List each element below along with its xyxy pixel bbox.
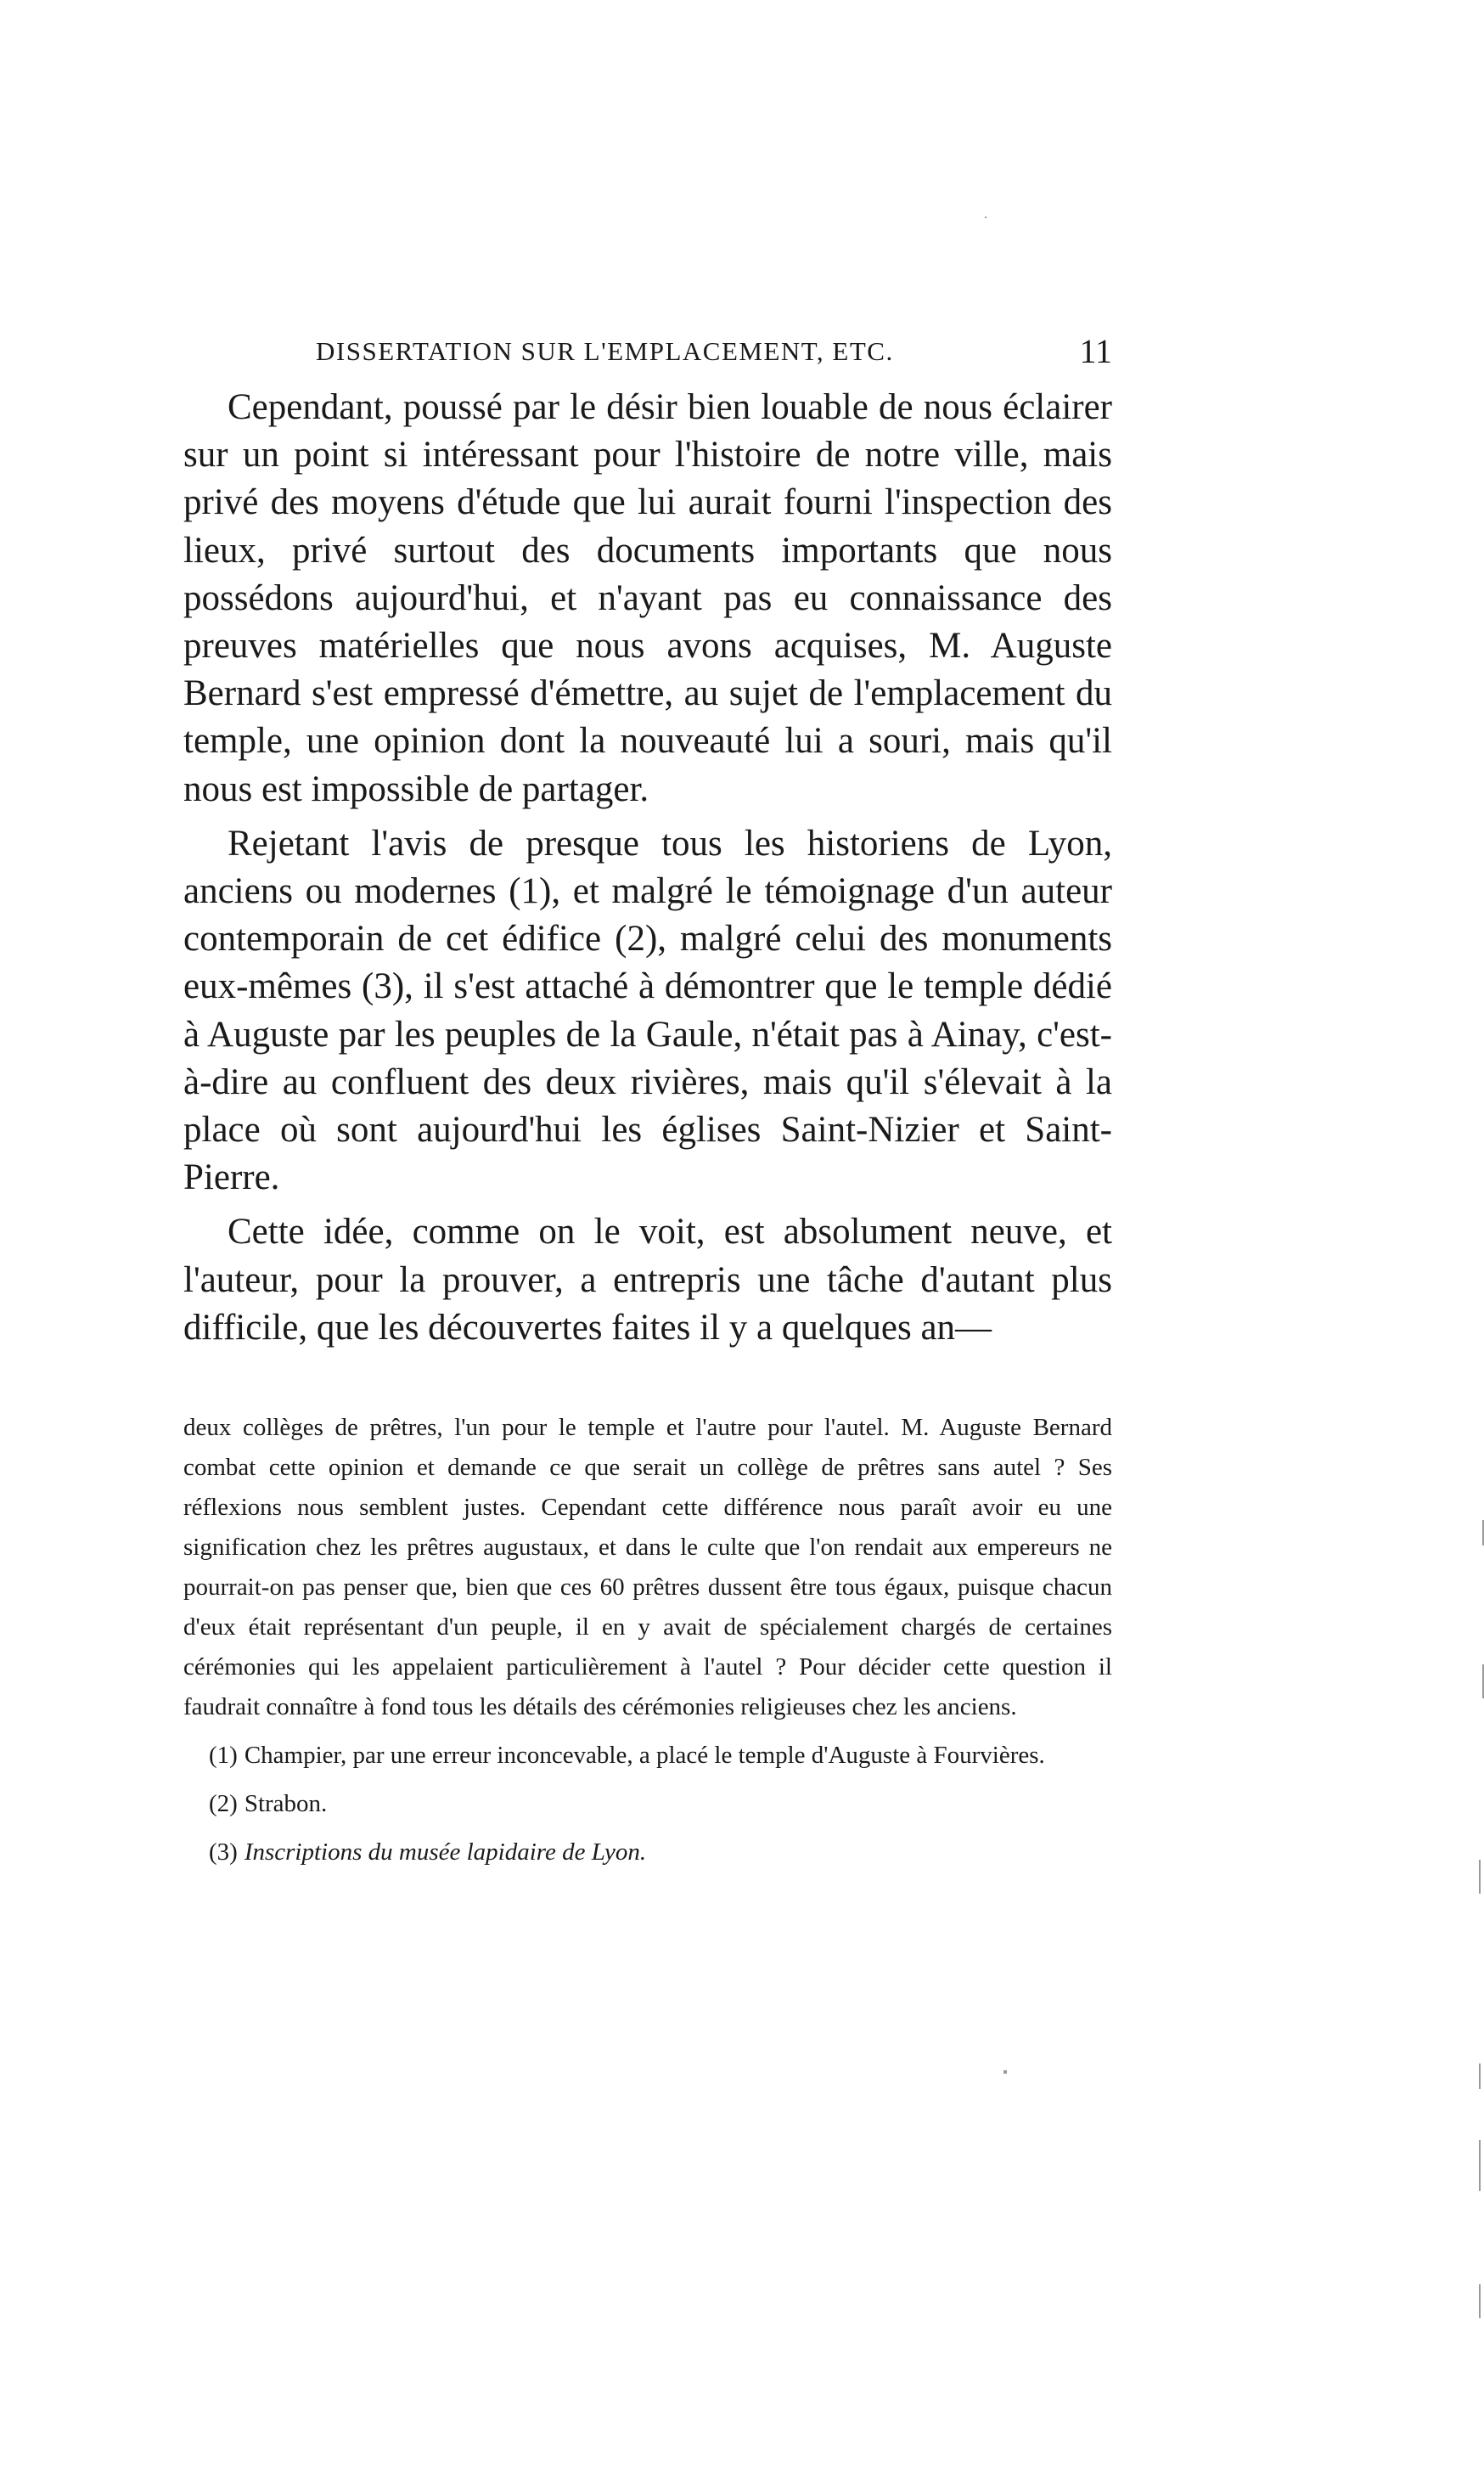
footnote-1 [183, 1736, 1112, 1776]
running-head [316, 331, 1112, 374]
scan-artifact [1479, 2140, 1481, 2191]
scan-artifact [1479, 2284, 1481, 2318]
running-title: DISSERTATION SUR L'EMPLACEMENT, ETC. [316, 336, 894, 366]
body-text [183, 384, 1112, 1359]
scan-artifact [1479, 1860, 1481, 1894]
page-number: 11 [1079, 332, 1112, 370]
paragraph: Rejetant l'avis de presque tous les historiens de Lyon, anciens ou modernes (1), et malgré le témoignage d'un auteur contemporain de cet édifice (2), malgré celui des monuments eux-mêmes (3), il s'est attaché à démontrer que le temple dédié à Auguste par les peuples de la Gaule, n'était pas à Ainay, c'est-à-dire au confluent des deux rivières, mais qu'il s'élevait à la place où sont aujourd'hui les églises Saint-Nizier et Saint-Pierre. [183, 823, 1112, 1198]
paragraph: Cependant, poussé par le désir bien louable de nous éclairer sur un point si intéressant pour l'histoire de notre ville, mais privé des moyens d'étude que lui aurait fourni l'inspection des lieux, privé surtout des documents importants que nous possédons aujourd'hui, et n'ayant pas eu connaissance des preuves matérielles que nous avons acquises, M. Auguste Bernard s'est empressé d'émettre, au sujet de l'emplacement du temple, une opinion dont la nouveauté lui a souri, mais qu'il nous est impossible de partager. [183, 387, 1112, 809]
footnote-mark: (3) [209, 1838, 238, 1866]
scan-artifact [1479, 2063, 1481, 2089]
footnote-text: Strabon. [244, 1790, 328, 1817]
footnotes [183, 1408, 1112, 1881]
footnote-3 [183, 1833, 1112, 1872]
scan-artifact [1003, 2070, 1007, 2074]
scan-artifact [985, 217, 987, 218]
footnote-continued: deux collèges de prêtres, l'un pour le temple et l'autre pour l'autel. M. Auguste Bernard combat cette opinion et demande ce que serait un collège de prêtres sans autel ? Ses réflexions nous semblent justes. Cependant cette différence nous paraît avoir eu une signification chez les prêtres augustaux, et dans le culte que l'on rendait aux empereurs ne pourrait-on pas penser que, bien que ces 60 prêtres dussent être tous égaux, puisque chacun d'eux était représentant d'un peuple, il en y avait de spécialement chargés de certaines cérémonies qui les appelaient particulièrement à l'autel ? Pour décider cette question il faudrait connaître à fond tous les détails des cérémonies religieuses chez les anciens. [183, 1414, 1112, 1720]
footnote-mark: (1) [209, 1742, 238, 1769]
footnote-2 [183, 1784, 1112, 1824]
footnote-text: Inscriptions du musée lapidaire de Lyon. [244, 1838, 647, 1866]
footnote-mark: (2) [209, 1790, 238, 1817]
footnote-text: Champier, par une erreur inconcevable, a placé le temple d'Auguste à Fourvières. [244, 1742, 1045, 1769]
paragraph: Cette idée, comme on le voit, est absolument neuve, et l'auteur, pour la prouver, a entrepris une tâche d'autant plus difficile, que les découvertes faites il y a quelques an— [183, 1212, 1112, 1348]
